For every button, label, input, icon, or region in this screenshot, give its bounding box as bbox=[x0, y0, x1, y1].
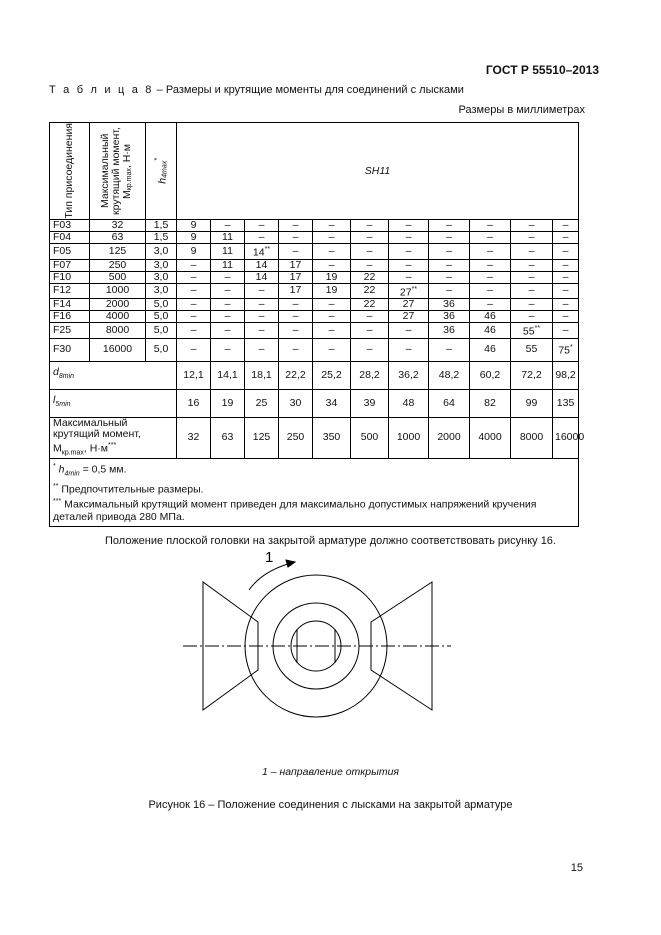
cell-sh11: – bbox=[389, 232, 429, 244]
cell-sh11: – bbox=[245, 338, 279, 361]
cell-sh11: 22 bbox=[351, 283, 389, 299]
cell-sh11: – bbox=[351, 338, 389, 361]
cell-sh11: – bbox=[429, 259, 470, 271]
cell-h4max: 5,0 bbox=[146, 311, 177, 323]
cell-sh11: – bbox=[553, 299, 579, 311]
cell-value: 135 bbox=[553, 389, 579, 417]
units-note: Размеры в миллиметрах bbox=[458, 104, 585, 116]
cell-type: F05 bbox=[50, 244, 90, 260]
cell-sh11: 11 bbox=[211, 259, 245, 271]
cell-sh11: – bbox=[177, 323, 211, 339]
cell-value: 14,1 bbox=[211, 361, 245, 389]
cell-sh11: – bbox=[351, 220, 389, 232]
cell-sh11: 36 bbox=[429, 323, 470, 339]
table-row bbox=[50, 259, 579, 271]
cell-sh11: – bbox=[279, 338, 313, 361]
cell-sh11: – bbox=[351, 259, 389, 271]
cell-value: 12,1 bbox=[177, 361, 211, 389]
table-caption-text: – Размеры и крутящие моменты для соединений с лысками bbox=[153, 84, 464, 96]
cell-sh11: 22 bbox=[351, 271, 389, 283]
cell-sh11: 27** bbox=[389, 283, 429, 299]
row-label: $d_{8min}$ bbox=[50, 361, 177, 389]
cell-sh11: – bbox=[279, 311, 313, 323]
cell-value: 250 bbox=[279, 417, 313, 459]
cell-sh11: – bbox=[245, 323, 279, 339]
row-label: Максимальный крутящий момент, $M_{кр.max}$, Н·м*** bbox=[50, 417, 177, 459]
table-notes: * $h_{4min} = 0,5$ мм. ** Предпочтительные размеры. *** Максимальный крутящий момент приведен для максимально допустимых напряжений кручения деталей привода 280 МПа. bbox=[50, 459, 579, 527]
cell-sh11: – bbox=[245, 232, 279, 244]
cell-type: F04 bbox=[50, 232, 90, 244]
cell-h4max: 5,0 bbox=[146, 323, 177, 339]
cell-value: 32 bbox=[177, 417, 211, 459]
cell-sh11: 27 bbox=[389, 299, 429, 311]
cell-sh11: 11 bbox=[211, 244, 245, 260]
cell-type: F14 bbox=[50, 299, 90, 311]
table-row bbox=[50, 361, 579, 389]
cell-sh11: 27 bbox=[389, 311, 429, 323]
cell-value: 18,1 bbox=[245, 361, 279, 389]
cell-torque: 1000 bbox=[90, 283, 146, 299]
cell-value: 16000 bbox=[553, 417, 579, 459]
cell-type: F16 bbox=[50, 311, 90, 323]
cell-sh11: 14 bbox=[245, 259, 279, 271]
cell-sh11: – bbox=[351, 311, 389, 323]
cell-value: 39 bbox=[351, 389, 389, 417]
cell-sh11: 36 bbox=[429, 311, 470, 323]
cell-value: 19 bbox=[211, 389, 245, 417]
cell-sh11: – bbox=[279, 244, 313, 260]
cell-torque: 2000 bbox=[90, 299, 146, 311]
cell-h4max: 3,0 bbox=[146, 259, 177, 271]
cell-sh11: – bbox=[553, 323, 579, 339]
cell-sh11: – bbox=[211, 323, 245, 339]
cell-sh11: – bbox=[211, 311, 245, 323]
cell-sh11: – bbox=[211, 220, 245, 232]
cell-sh11: – bbox=[470, 244, 511, 260]
cell-sh11: 55** bbox=[511, 323, 553, 339]
cell-sh11: – bbox=[211, 299, 245, 311]
cell-sh11: – bbox=[245, 311, 279, 323]
cell-sh11: – bbox=[389, 338, 429, 361]
cell-sh11: – bbox=[313, 338, 351, 361]
notes-row bbox=[50, 459, 579, 527]
table-row bbox=[50, 417, 579, 459]
cell-sh11: – bbox=[511, 299, 553, 311]
cell-sh11: – bbox=[511, 244, 553, 260]
cell-sh11: – bbox=[313, 232, 351, 244]
cell-sh11: – bbox=[177, 338, 211, 361]
cell-sh11: 17 bbox=[279, 283, 313, 299]
cell-sh11: – bbox=[177, 299, 211, 311]
cell-sh11: – bbox=[429, 232, 470, 244]
cell-sh11: – bbox=[429, 271, 470, 283]
cell-value: 22,2 bbox=[279, 361, 313, 389]
cell-sh11: – bbox=[511, 311, 553, 323]
cell-sh11: 55 bbox=[511, 338, 553, 361]
cell-value: 350 bbox=[313, 417, 351, 459]
cell-sh11: 9 bbox=[177, 244, 211, 260]
cell-sh11: 46 bbox=[470, 338, 511, 361]
cell-type: F07 bbox=[50, 259, 90, 271]
cell-sh11: – bbox=[245, 220, 279, 232]
cell-sh11: – bbox=[553, 244, 579, 260]
table-caption bbox=[49, 84, 464, 96]
cell-sh11: 75* bbox=[553, 338, 579, 361]
cell-sh11: – bbox=[313, 323, 351, 339]
cell-torque: 500 bbox=[90, 271, 146, 283]
table-row bbox=[50, 323, 579, 339]
dimensions-table bbox=[49, 122, 585, 527]
cell-h4max: 1,5 bbox=[146, 232, 177, 244]
table-row bbox=[50, 271, 579, 283]
cell-value: 2000 bbox=[429, 417, 470, 459]
cell-type: F03 bbox=[50, 220, 90, 232]
cell-sh11: – bbox=[389, 271, 429, 283]
cell-value: 48 bbox=[389, 389, 429, 417]
table-row bbox=[50, 299, 579, 311]
cell-sh11: – bbox=[429, 244, 470, 260]
table-row bbox=[50, 389, 579, 417]
cell-sh11: – bbox=[279, 323, 313, 339]
cell-sh11: 19 bbox=[313, 271, 351, 283]
cell-sh11: 14** bbox=[245, 244, 279, 260]
cell-h4max: 3,0 bbox=[146, 283, 177, 299]
cell-value: 63 bbox=[211, 417, 245, 459]
cell-value: 28,2 bbox=[351, 361, 389, 389]
header-type: Тип присоединения bbox=[50, 123, 90, 220]
cell-sh11: – bbox=[245, 299, 279, 311]
cell-value: 99 bbox=[511, 389, 553, 417]
cell-value: 34 bbox=[313, 389, 351, 417]
cell-sh11: – bbox=[313, 259, 351, 271]
cell-value: 48,2 bbox=[429, 361, 470, 389]
cell-sh11: – bbox=[470, 220, 511, 232]
cell-sh11: 9 bbox=[177, 220, 211, 232]
cell-h4max: 1,5 bbox=[146, 220, 177, 232]
cell-type: F10 bbox=[50, 271, 90, 283]
cell-sh11: 14 bbox=[245, 271, 279, 283]
cell-value: 4000 bbox=[470, 417, 511, 459]
table-row bbox=[50, 220, 579, 232]
cell-sh11: – bbox=[470, 299, 511, 311]
cell-sh11: – bbox=[511, 283, 553, 299]
figure-intro: Положение плоской головки на закрытой арматуре должно соответствовать рисунку 16. bbox=[105, 535, 556, 547]
cell-value: 25,2 bbox=[313, 361, 351, 389]
cell-sh11: – bbox=[470, 271, 511, 283]
header-h4max: $h_{4max}^*$ bbox=[146, 123, 177, 220]
table-caption-prefix: Т а б л и ц а 8 bbox=[49, 84, 154, 96]
cell-sh11: – bbox=[553, 259, 579, 271]
cell-sh11: 17 bbox=[279, 271, 313, 283]
cell-torque: 63 bbox=[90, 232, 146, 244]
cell-value: 16 bbox=[177, 389, 211, 417]
figure-legend: 1 – направление открытия bbox=[261, 766, 400, 778]
cell-sh11: – bbox=[177, 311, 211, 323]
cell-sh11: – bbox=[511, 271, 553, 283]
cell-sh11: – bbox=[511, 232, 553, 244]
header-sh11: SH11 bbox=[177, 123, 579, 220]
cell-sh11: – bbox=[211, 338, 245, 361]
cell-value: 1000 bbox=[389, 417, 429, 459]
table-row bbox=[50, 232, 579, 244]
cell-sh11: – bbox=[177, 283, 211, 299]
cell-type: F30 bbox=[50, 338, 90, 361]
cell-sh11: – bbox=[211, 283, 245, 299]
row-label: $l_{5min}$ bbox=[50, 389, 177, 417]
cell-sh11: – bbox=[313, 220, 351, 232]
table-row bbox=[50, 338, 579, 361]
cell-torque: 8000 bbox=[90, 323, 146, 339]
cell-type: F25 bbox=[50, 323, 90, 339]
table-row bbox=[50, 283, 579, 299]
cell-sh11: – bbox=[429, 220, 470, 232]
figure-marker: 1 bbox=[265, 549, 274, 566]
cell-sh11: – bbox=[470, 259, 511, 271]
cell-sh11: – bbox=[211, 271, 245, 283]
cell-sh11: 19 bbox=[313, 283, 351, 299]
cell-sh11: – bbox=[313, 244, 351, 260]
standard-number: ГОСТ Р 55510–2013 bbox=[485, 63, 599, 77]
page-number: 15 bbox=[570, 862, 583, 874]
cell-h4max: 3,0 bbox=[146, 271, 177, 283]
cell-sh11: – bbox=[511, 220, 553, 232]
cell-value: 64 bbox=[429, 389, 470, 417]
cell-sh11: – bbox=[351, 323, 389, 339]
cell-value: 98,2 bbox=[553, 361, 579, 389]
header-torque: Максимальный крутящий момент, $M_{кр.max}$, Н·м bbox=[90, 123, 146, 220]
right-wing bbox=[371, 582, 432, 710]
cell-sh11: – bbox=[470, 232, 511, 244]
cell-sh11: 11 bbox=[211, 232, 245, 244]
cell-sh11: – bbox=[177, 271, 211, 283]
cell-value: 25 bbox=[245, 389, 279, 417]
cell-value: 8000 bbox=[511, 417, 553, 459]
cell-torque: 32 bbox=[90, 220, 146, 232]
cell-sh11: – bbox=[553, 271, 579, 283]
flat-head-figure bbox=[183, 548, 453, 758]
cell-sh11: – bbox=[177, 259, 211, 271]
cell-value: 72,2 bbox=[511, 361, 553, 389]
cell-sh11: 9 bbox=[177, 232, 211, 244]
cell-sh11: – bbox=[313, 299, 351, 311]
cell-sh11: – bbox=[553, 220, 579, 232]
cell-sh11: – bbox=[389, 323, 429, 339]
cell-value: 82 bbox=[470, 389, 511, 417]
cell-sh11: 36 bbox=[429, 299, 470, 311]
figure-caption: Рисунок 16 – Положение соединения с лысками на закрытой арматуре bbox=[148, 799, 513, 811]
cell-sh11: – bbox=[351, 244, 389, 260]
table-row bbox=[50, 311, 579, 323]
cell-value: 30 bbox=[279, 389, 313, 417]
cell-sh11: – bbox=[313, 311, 351, 323]
cell-torque: 250 bbox=[90, 259, 146, 271]
cell-sh11: 46 bbox=[470, 311, 511, 323]
cell-sh11: 46 bbox=[470, 323, 511, 339]
cell-sh11: – bbox=[279, 232, 313, 244]
cell-sh11: – bbox=[389, 259, 429, 271]
cell-torque: 16000 bbox=[90, 338, 146, 361]
cell-sh11: – bbox=[245, 283, 279, 299]
cell-h4max: 5,0 bbox=[146, 338, 177, 361]
cell-sh11: – bbox=[279, 220, 313, 232]
cell-sh11: – bbox=[279, 299, 313, 311]
cell-h4max: 3,0 bbox=[146, 244, 177, 260]
cell-value: 125 bbox=[245, 417, 279, 459]
cell-torque: 125 bbox=[90, 244, 146, 260]
cell-sh11: – bbox=[389, 220, 429, 232]
cell-type: F12 bbox=[50, 283, 90, 299]
cell-sh11: – bbox=[553, 283, 579, 299]
cell-sh11: – bbox=[553, 311, 579, 323]
cell-sh11: – bbox=[429, 338, 470, 361]
cell-sh11: 22 bbox=[351, 299, 389, 311]
table-row bbox=[50, 244, 579, 260]
cell-sh11: – bbox=[389, 244, 429, 260]
cell-h4max: 5,0 bbox=[146, 299, 177, 311]
cell-sh11: – bbox=[470, 283, 511, 299]
arrow-head bbox=[286, 560, 295, 567]
cell-sh11: – bbox=[553, 232, 579, 244]
cell-sh11: – bbox=[429, 283, 470, 299]
cell-value: 60,2 bbox=[470, 361, 511, 389]
cell-value: 36,2 bbox=[389, 361, 429, 389]
cell-value: 500 bbox=[351, 417, 389, 459]
cell-sh11: – bbox=[511, 259, 553, 271]
cell-sh11: – bbox=[351, 232, 389, 244]
cell-sh11: 17 bbox=[279, 259, 313, 271]
cell-torque: 4000 bbox=[90, 311, 146, 323]
